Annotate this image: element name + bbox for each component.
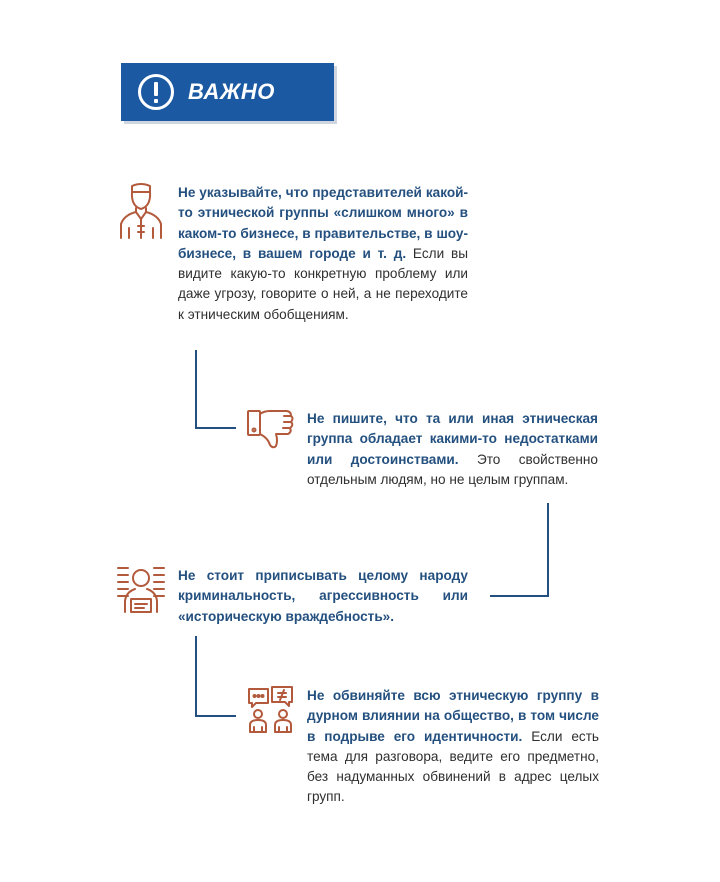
tip-4-text: Если есть тема для разговора, ведите его предметно, без надуманных обвинений в адрес целых групп. (307, 728, 599, 805)
tip-3 (178, 566, 468, 627)
tip-2-heading: Не пишите, что та или иная этническая группа обладает какими-то недостатками или достоинствами. (307, 411, 598, 467)
thumbs-down-icon (246, 408, 296, 450)
tip-4-heading: Не обвиняйте всю этническую группу в дурном влиянии на общество, в том числе в подрыве его идентичности. (307, 688, 599, 744)
tip-1-heading: Не указывайте, что представителей какой-то этнической группы «слишком много» в каком-то бизнесе, в правительстве, в шоу-бизнесе, в вашем городе и т. д. (178, 185, 468, 261)
tip-3-heading: Не стоит приписывать целому народу криминальность, агрессивность или «историческую враждебность». (178, 568, 468, 624)
page-title: ВАЖНО (188, 79, 275, 104)
dialogue-icon (246, 686, 296, 734)
tip-2-text: Это свойственно отдельным людям, но не целым группам. (307, 451, 598, 487)
tip-1 (178, 183, 468, 325)
tip-1-text: Если вы видите какую-то конкретную проблему или даже угрозу, говорите о ней, а не переходите к этническим обобщениям. (178, 245, 468, 322)
mugshot-icon (116, 565, 166, 615)
tip-2 (307, 409, 598, 490)
person-icon (118, 182, 164, 240)
tip-4 (307, 686, 599, 808)
